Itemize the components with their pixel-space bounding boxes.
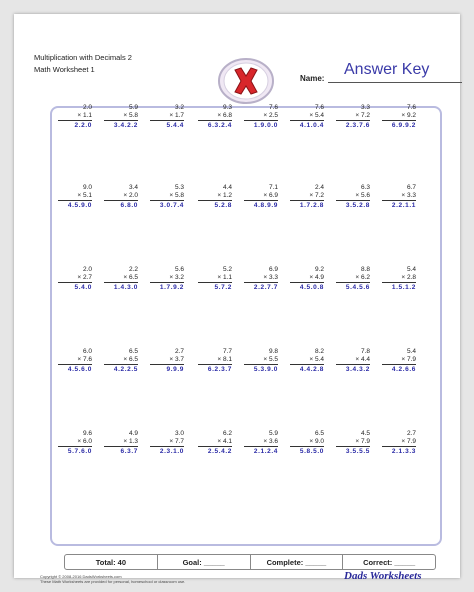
problem-item bbox=[58, 266, 92, 292]
multiplier: × 9.0 bbox=[309, 437, 324, 445]
title-line-2: Math Worksheet 1 bbox=[34, 65, 95, 74]
multiplicand: 6.9 bbox=[268, 266, 278, 273]
answer: 4.1.0.4 bbox=[299, 122, 324, 129]
multiplicand: 9.0 bbox=[82, 184, 92, 191]
problem-item bbox=[290, 430, 324, 456]
multiplier: × 5.8 bbox=[169, 191, 184, 199]
multiplier: × 7.2 bbox=[355, 111, 370, 119]
multiplicand: 6.5 bbox=[314, 430, 324, 437]
copyright-line-2: These Math Worksheets are provided for personal, homeschool or classroom use. bbox=[40, 579, 186, 584]
answer: 2.2.7.7 bbox=[253, 284, 278, 291]
score-footer bbox=[64, 554, 436, 570]
multiplicand: 2.4 bbox=[314, 184, 324, 191]
multiplier: × 4.4 bbox=[355, 355, 370, 363]
problem-item bbox=[198, 430, 232, 456]
problem-item bbox=[150, 184, 184, 210]
answer-key-label: Answer Key bbox=[344, 61, 430, 78]
problem-item bbox=[336, 430, 370, 456]
multiplicand: 3.2 bbox=[174, 104, 184, 111]
complete-cell: Complete: _____ bbox=[251, 555, 344, 569]
answer: 5.7.6.0 bbox=[67, 448, 92, 455]
multiplier: × 7.7 bbox=[169, 437, 184, 445]
multiplier: × 3.2 bbox=[169, 273, 184, 281]
red-x-icon bbox=[218, 58, 274, 104]
multiplicand: 7.6 bbox=[268, 104, 278, 111]
answer: 3.5.5.5 bbox=[345, 448, 370, 455]
multiplier: × 1.1 bbox=[217, 273, 232, 281]
answer: 6.2.3.7 bbox=[207, 366, 232, 373]
answer: 6.3.2.4 bbox=[207, 122, 232, 129]
multiplicand: 9.6 bbox=[82, 430, 92, 437]
multiplier: × 1.7 bbox=[169, 111, 184, 119]
multiplier: × 5.1 bbox=[77, 191, 92, 199]
answer: 4.5.6.0 bbox=[67, 366, 92, 373]
multiplier: × 3.3 bbox=[263, 273, 278, 281]
brand-logo: Dads Worksheets bbox=[344, 570, 422, 582]
problem-item bbox=[104, 104, 138, 130]
multiplicand: 6.0 bbox=[82, 348, 92, 355]
multiplier: × 4.9 bbox=[309, 273, 324, 281]
multiplier: × 6.8 bbox=[217, 111, 232, 119]
answer: 5.7.2 bbox=[214, 284, 232, 291]
multiplier: × 7.9 bbox=[401, 437, 416, 445]
multiplicand: 2.7 bbox=[174, 348, 184, 355]
answer: 1.5.1.2 bbox=[391, 284, 416, 291]
multiplier: × 4.1 bbox=[217, 437, 232, 445]
multiplicand: 6.2 bbox=[222, 430, 232, 437]
multiplicand: 7.1 bbox=[268, 184, 278, 191]
answer: 3.0.7.4 bbox=[159, 202, 184, 209]
problem-item bbox=[382, 104, 416, 130]
multiplier: × 3.6 bbox=[263, 437, 278, 445]
multiplier: × 1.3 bbox=[123, 437, 138, 445]
answer: 2.1.3.3 bbox=[391, 448, 416, 455]
multiplier: × 7.9 bbox=[401, 355, 416, 363]
multiplier: × 5.4 bbox=[309, 111, 324, 119]
multiplier: × 6.0 bbox=[77, 437, 92, 445]
answer: 5.4.5.6 bbox=[345, 284, 370, 291]
problem-item bbox=[58, 348, 92, 374]
multiplicand: 4.5 bbox=[360, 430, 370, 437]
problem-item bbox=[150, 348, 184, 374]
answer: 2.2.1.1 bbox=[391, 202, 416, 209]
multiplier: × 6.9 bbox=[263, 191, 278, 199]
multiplier: × 2.5 bbox=[263, 111, 278, 119]
multiplicand: 6.7 bbox=[406, 184, 416, 191]
answer: 9.9.9 bbox=[166, 366, 184, 373]
problem-item bbox=[150, 104, 184, 130]
answer: 4.8.9.9 bbox=[253, 202, 278, 209]
problem-item bbox=[58, 104, 92, 130]
answer: 5.2.8 bbox=[214, 202, 232, 209]
problem-item bbox=[336, 266, 370, 292]
multiplier: × 8.1 bbox=[217, 355, 232, 363]
multiplicand: 4.4 bbox=[222, 184, 232, 191]
answer: 3.4.2.2 bbox=[113, 122, 138, 129]
problem-item bbox=[198, 348, 232, 374]
multiplicand: 5.6 bbox=[174, 266, 184, 273]
answer: 3.5.2.8 bbox=[345, 202, 370, 209]
problem-item bbox=[150, 266, 184, 292]
multiplier: × 3.3 bbox=[401, 191, 416, 199]
multiplicand: 6.3 bbox=[360, 184, 370, 191]
multiplicand: 7.8 bbox=[360, 348, 370, 355]
multiplicand: 8.2 bbox=[314, 348, 324, 355]
problem-item bbox=[336, 104, 370, 130]
multiplier: × 5.4 bbox=[309, 355, 324, 363]
problem-item bbox=[336, 348, 370, 374]
problem-item bbox=[244, 266, 278, 292]
title-line-1: Multiplication with Decimals 2 bbox=[34, 53, 132, 62]
answer: 1.9.0.0 bbox=[253, 122, 278, 129]
problem-item bbox=[104, 266, 138, 292]
answer: 4.5.9.0 bbox=[67, 202, 92, 209]
multiplier: × 2.8 bbox=[401, 273, 416, 281]
correct-cell: Correct: _____ bbox=[363, 557, 416, 567]
problem-item bbox=[244, 430, 278, 456]
multiplier: × 6.2 bbox=[355, 273, 370, 281]
problem-item bbox=[104, 430, 138, 456]
copyright bbox=[40, 574, 185, 584]
answer: 2.1.2.4 bbox=[253, 448, 278, 455]
problem-item bbox=[382, 348, 416, 374]
answer: 5.3.9.0 bbox=[253, 366, 278, 373]
answer: 2.3.7.6 bbox=[345, 122, 370, 129]
multiplier: × 6.5 bbox=[123, 273, 138, 281]
multiplier: × 9.2 bbox=[401, 111, 416, 119]
problem-item bbox=[290, 348, 324, 374]
problem-item bbox=[58, 430, 92, 456]
answer: 5.4.4 bbox=[166, 122, 184, 129]
multiplier: × 2.7 bbox=[77, 273, 92, 281]
multiplicand: 2.0 bbox=[82, 266, 92, 273]
name-label: Name: bbox=[300, 74, 325, 83]
answer: 4.2.6.6 bbox=[391, 366, 416, 373]
multiplicand: 2.2 bbox=[128, 266, 138, 273]
problem-item bbox=[290, 266, 324, 292]
answer: 5.8.5.0 bbox=[299, 448, 324, 455]
problem-item bbox=[150, 430, 184, 456]
multiplier: × 5.5 bbox=[263, 355, 278, 363]
multiplier: × 2.0 bbox=[123, 191, 138, 199]
multiplicand: 5.4 bbox=[406, 266, 416, 273]
multiplicand: 2.7 bbox=[406, 430, 416, 437]
copyright-line-1: Copyright © 2008-2016 DadsWorksheets.com bbox=[40, 574, 122, 579]
problem-item bbox=[290, 184, 324, 210]
multiplicand: 5.9 bbox=[268, 430, 278, 437]
problem-item bbox=[104, 184, 138, 210]
answer: 2.3.1.0 bbox=[159, 448, 184, 455]
answer: 6.3.7 bbox=[120, 448, 138, 455]
multiplicand: 3.0 bbox=[174, 430, 184, 437]
answer: 1.7.2.8 bbox=[299, 202, 324, 209]
answer: 2.2.0 bbox=[74, 122, 92, 129]
multiplicand: 7.7 bbox=[222, 348, 232, 355]
problem-item bbox=[244, 348, 278, 374]
multiplicand: 5.2 bbox=[222, 266, 232, 273]
problem-item bbox=[290, 104, 324, 130]
problem-item bbox=[382, 266, 416, 292]
multiplicand: 2.0 bbox=[82, 104, 92, 111]
multiplier: × 7.9 bbox=[355, 437, 370, 445]
multiplicand: 9.2 bbox=[314, 266, 324, 273]
multiplicand: 4.9 bbox=[128, 430, 138, 437]
multiplier: × 1.2 bbox=[217, 191, 232, 199]
problem-item bbox=[198, 266, 232, 292]
multiplicand: 3.4 bbox=[128, 184, 138, 191]
problem-item bbox=[382, 184, 416, 210]
multiplicand: 5.3 bbox=[174, 184, 184, 191]
answer: 6.8.0 bbox=[120, 202, 138, 209]
problem-item bbox=[58, 184, 92, 210]
multiplicand: 8.8 bbox=[360, 266, 370, 273]
answer: 1.4.3.0 bbox=[113, 284, 138, 291]
multiplier: × 7.6 bbox=[77, 355, 92, 363]
multiplier: × 6.5 bbox=[123, 355, 138, 363]
answer: 4.5.0.8 bbox=[299, 284, 324, 291]
problem-item bbox=[198, 104, 232, 130]
answer: 6.9.9.2 bbox=[391, 122, 416, 129]
multiplicand: 7.6 bbox=[406, 104, 416, 111]
multiplicand: 6.5 bbox=[128, 348, 138, 355]
multiplicand: 5.4 bbox=[406, 348, 416, 355]
problem-item bbox=[382, 430, 416, 456]
answer: 3.4.3.2 bbox=[345, 366, 370, 373]
multiplicand: 9.8 bbox=[268, 348, 278, 355]
multiplier: × 3.7 bbox=[169, 355, 184, 363]
answer: 4.2.2.5 bbox=[113, 366, 138, 373]
problem-item bbox=[336, 184, 370, 210]
multiplier: × 7.2 bbox=[309, 191, 324, 199]
worksheet-page bbox=[14, 14, 460, 584]
answer: 4.4.2.8 bbox=[299, 366, 324, 373]
problem-item bbox=[244, 184, 278, 210]
answer: 1.7.9.2 bbox=[159, 284, 184, 291]
worksheet-title bbox=[34, 52, 132, 76]
problem-item bbox=[104, 348, 138, 374]
problem-item bbox=[244, 104, 278, 130]
multiplicand: 9.3 bbox=[222, 104, 232, 111]
multiplicand: 7.6 bbox=[314, 104, 324, 111]
total-cell: Total: 40 bbox=[65, 555, 158, 569]
multiplicand: 3.3 bbox=[360, 104, 370, 111]
multiplicand: 5.9 bbox=[128, 104, 138, 111]
answer: 5.4.0 bbox=[74, 284, 92, 291]
multiplier: × 5.8 bbox=[123, 111, 138, 119]
problem-grid-frame bbox=[50, 106, 442, 546]
problem-item bbox=[198, 184, 232, 210]
goal-cell: Goal: _____ bbox=[158, 555, 251, 569]
multiplier: × 5.6 bbox=[355, 191, 370, 199]
multiplier: × 1.1 bbox=[77, 111, 92, 119]
answer: 2.5.4.2 bbox=[207, 448, 232, 455]
